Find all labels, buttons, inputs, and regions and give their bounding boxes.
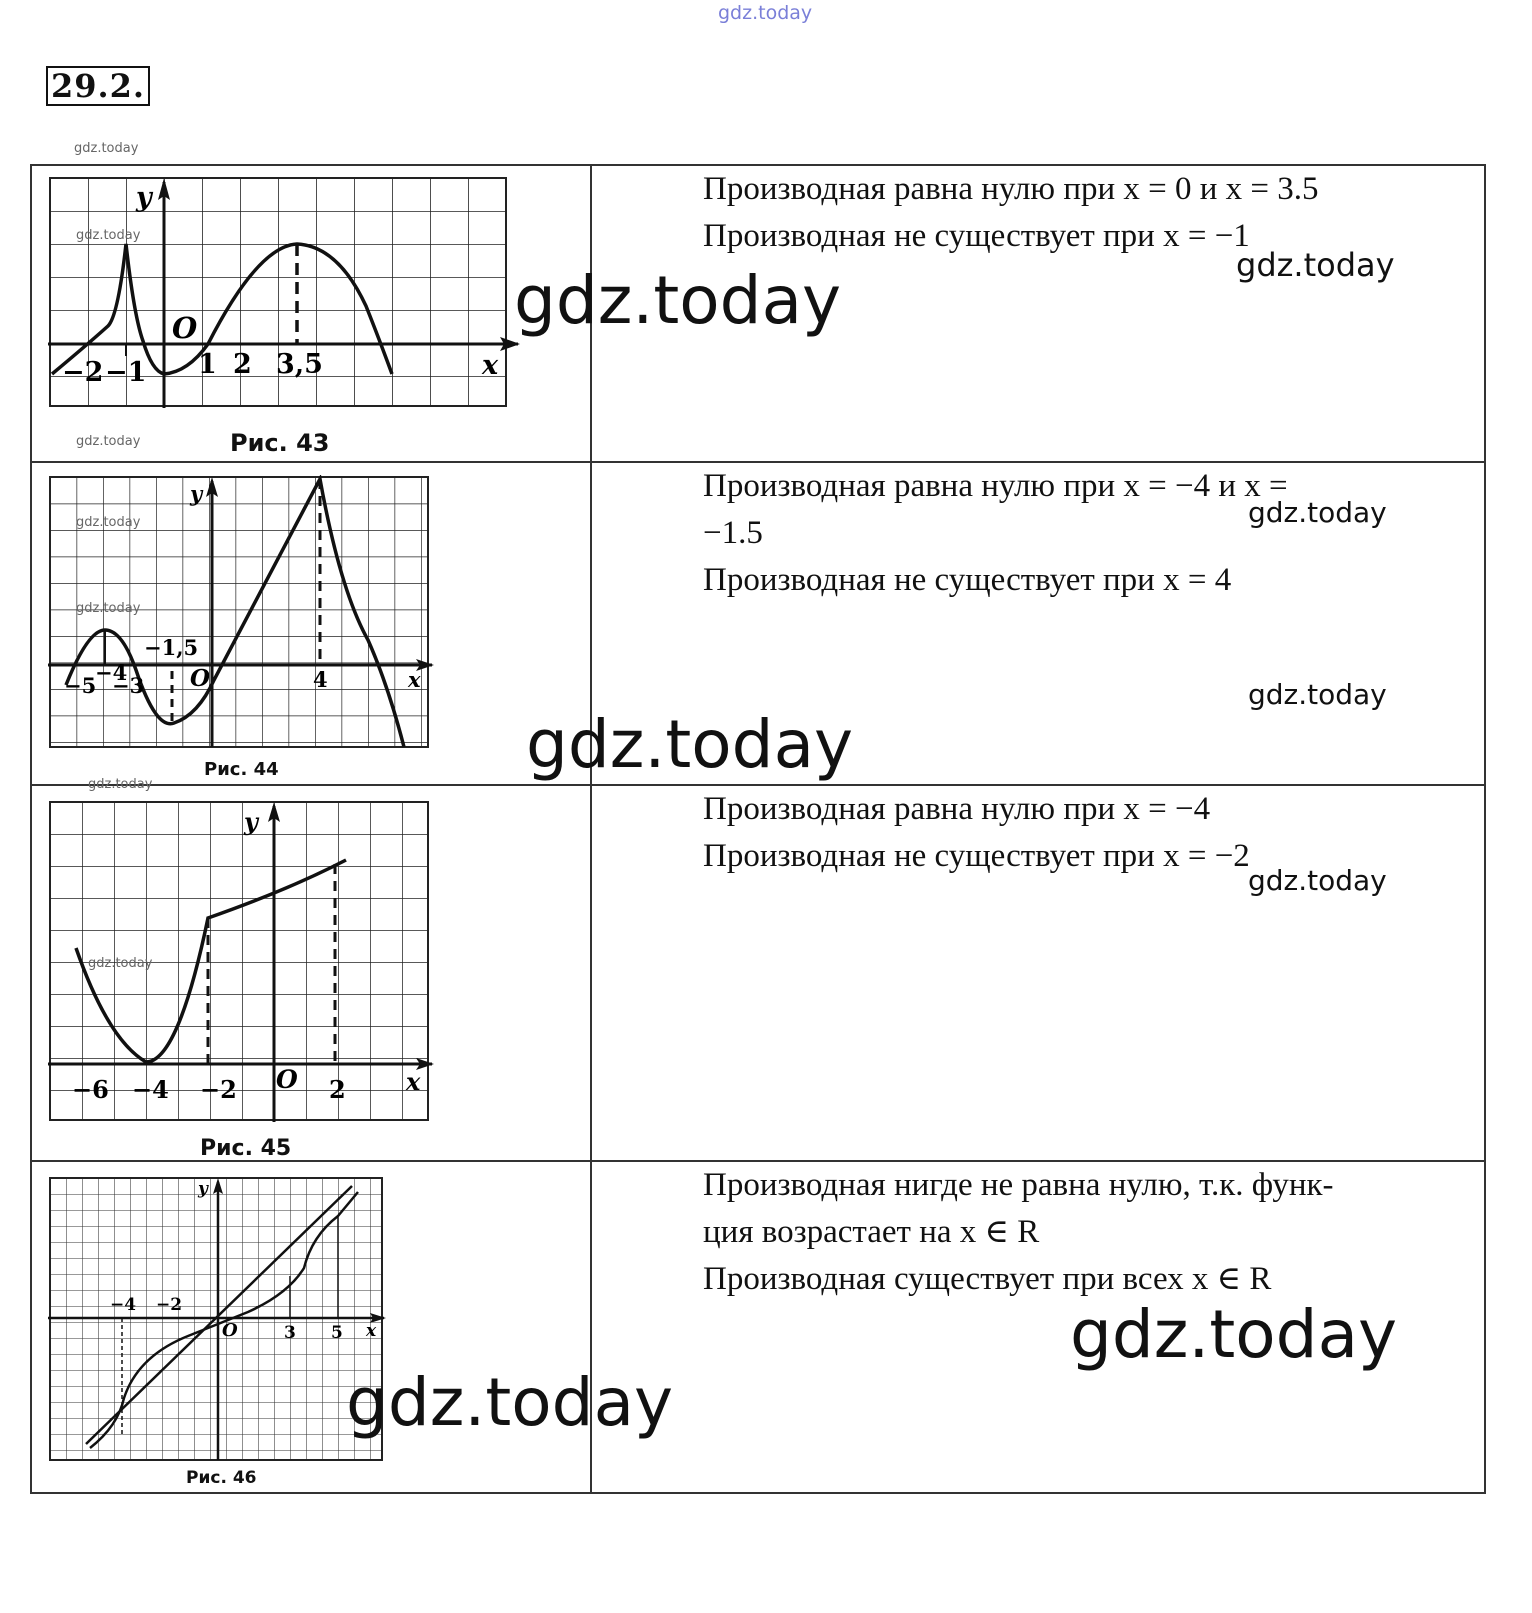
- answer-line: Производная не существует при x = −1: [703, 218, 1250, 254]
- figure-caption: Рис. 46: [186, 1468, 257, 1488]
- tick-label: −2: [156, 1295, 183, 1315]
- answer-line: Производная равна нулю при x = 0 и x = 3.5: [703, 171, 1319, 207]
- watermark: gdz.today: [76, 601, 141, 616]
- watermark: gdz.today: [76, 515, 141, 530]
- watermark: gdz.today: [1070, 1296, 1398, 1373]
- answer-line: Производная равна нулю при x = −4: [703, 791, 1211, 827]
- tick-label: −1,5: [144, 635, 199, 660]
- figure-cell: [31, 462, 591, 792]
- watermark: gdz.today: [1248, 678, 1387, 711]
- answer-line: Производная не существует при x = −2: [703, 838, 1250, 874]
- tick-label: −4: [95, 660, 128, 685]
- y-axis-label: y: [190, 481, 203, 506]
- x-axis-label: x: [366, 1321, 377, 1341]
- origin-label: O: [276, 1065, 298, 1094]
- watermark: gdz.today: [1248, 864, 1387, 897]
- y-axis-label: y: [198, 1179, 208, 1199]
- watermark: gdz.today: [514, 262, 842, 339]
- figure-caption: Рис. 43: [230, 429, 330, 457]
- origin-label: O: [190, 665, 211, 692]
- answer-table: [30, 164, 1486, 1494]
- tick-label: 1: [198, 349, 217, 380]
- figure-cell: [31, 1161, 591, 1493]
- watermark: gdz.today: [1248, 496, 1387, 529]
- watermark: gdz.today: [88, 777, 153, 792]
- tick-label: 4: [313, 667, 328, 692]
- answer-line: ция возрастает на x ∈ R: [703, 1214, 1040, 1250]
- tick-label: −6: [72, 1075, 109, 1104]
- watermark: gdz.today: [88, 956, 153, 971]
- watermark: gdz.today: [74, 141, 139, 156]
- figure-cell: [31, 165, 591, 462]
- top-watermark: gdz.today: [718, 2, 813, 24]
- figure-caption: Рис. 45: [200, 1136, 292, 1161]
- answer-line: Производная не существует при x = 4: [703, 562, 1232, 598]
- tick-label: 3,5: [276, 349, 323, 380]
- tick-label: 3: [284, 1323, 296, 1343]
- x-axis-label: x: [408, 667, 421, 692]
- tick-label: 2: [233, 349, 252, 380]
- watermark: gdz.today: [76, 228, 141, 243]
- tick-label: −3: [112, 673, 145, 698]
- figure-caption: Рис. 44: [204, 759, 279, 780]
- answer-cell: [591, 785, 1485, 1161]
- tick-label: −2: [62, 357, 104, 388]
- tick-label: −4: [110, 1295, 137, 1315]
- figure-43: [48, 176, 528, 421]
- y-axis-label: y: [244, 807, 258, 836]
- origin-label: O: [172, 311, 198, 345]
- watermark: gdz.today: [526, 706, 854, 783]
- origin-label: O: [222, 1320, 238, 1341]
- watermark: gdz.today: [1236, 246, 1395, 284]
- answer-line: −1.5: [703, 515, 763, 551]
- figure-cell: [31, 785, 591, 1161]
- tick-label: −5: [64, 673, 97, 698]
- tick-label: 2: [329, 1075, 346, 1104]
- x-axis-label: x: [406, 1067, 421, 1096]
- tick-label: 5: [331, 1323, 343, 1343]
- answer-line: Производная равна нулю при x = −4 и x =: [703, 468, 1288, 504]
- table-row: [31, 785, 1485, 1161]
- problem-number: 29.2.: [46, 66, 150, 106]
- x-axis-label: x: [482, 350, 499, 381]
- watermark: gdz.today: [346, 1364, 674, 1441]
- watermark: gdz.today: [76, 434, 141, 449]
- y-axis-label: y: [136, 182, 152, 213]
- answer-line: Производная существует при всех x ∈ R: [703, 1261, 1272, 1297]
- answer-line: Производная нигде не равна нулю, т.к. функ-: [703, 1167, 1334, 1203]
- tick-label: −1: [105, 357, 147, 388]
- tick-label: −4: [132, 1075, 169, 1104]
- tick-label: −2: [200, 1075, 237, 1104]
